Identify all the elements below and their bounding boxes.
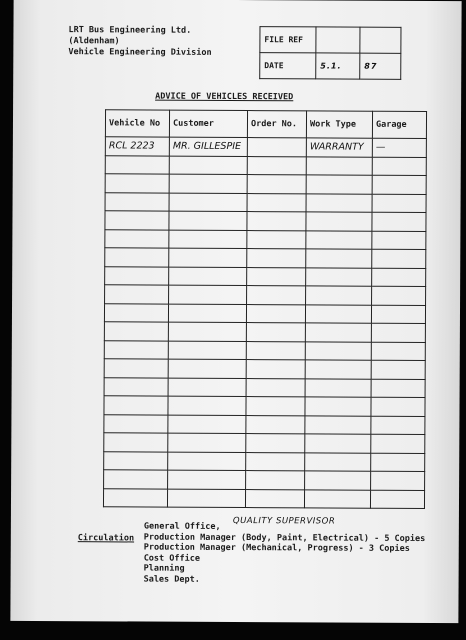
table-cell <box>371 434 425 453</box>
table-cell <box>104 359 168 378</box>
table-cell <box>370 490 424 509</box>
table-cell <box>105 229 169 248</box>
table-cell <box>247 138 306 157</box>
table-cell <box>105 155 169 174</box>
table-cell: — <box>372 138 426 157</box>
circulation-item: Production Manager (Body, Paint, Electrical) - 5 Copies <box>143 532 426 544</box>
table-cell <box>104 322 168 341</box>
table-cell <box>169 230 247 249</box>
table-cell <box>169 193 247 212</box>
table-cell <box>372 194 426 213</box>
table-cell <box>168 359 246 378</box>
table-row <box>104 322 425 342</box>
table-cell <box>372 157 426 176</box>
col-header-vehicle-no: Vehicle No <box>105 110 169 137</box>
company-header <box>68 25 211 59</box>
table-row <box>105 155 426 175</box>
table-cell <box>247 193 306 212</box>
circulation-item: Production Manager (Mechanical, Progress) - 3 Copies <box>143 542 410 554</box>
date-value-day-month: 5.1. <box>316 53 360 79</box>
col-header-work-type: Work Type <box>306 111 372 138</box>
table-cell <box>306 212 372 231</box>
table-cell <box>371 342 425 361</box>
table-cell <box>306 193 372 212</box>
table-cell <box>168 378 246 397</box>
table-header-row <box>105 110 426 139</box>
date-label: DATE <box>260 53 316 79</box>
table-cell <box>372 268 426 287</box>
file-ref-value-1 <box>316 27 360 53</box>
table-cell: RCL 2223 <box>105 137 169 156</box>
table-cell <box>372 249 426 268</box>
table-cell: WARRANTY <box>306 138 372 157</box>
table-cell <box>305 415 371 434</box>
table-cell <box>306 286 372 305</box>
table-cell <box>168 322 246 341</box>
table-cell <box>169 285 247 304</box>
table-cell <box>306 249 372 268</box>
table-cell <box>103 488 167 507</box>
table-row <box>105 211 426 231</box>
table-cell <box>371 360 425 379</box>
table-cell <box>247 267 306 286</box>
table-cell <box>168 452 246 471</box>
company-division: Vehicle Engineering Division <box>68 47 212 58</box>
table-cell <box>306 175 372 194</box>
table-row <box>104 377 425 397</box>
table-cell <box>245 489 304 508</box>
table-row <box>103 488 424 508</box>
table-cell <box>247 156 306 175</box>
table-cell <box>169 174 247 193</box>
table-cell <box>104 451 168 470</box>
file-ref-box <box>259 26 401 80</box>
table-cell <box>105 248 169 267</box>
table-cell <box>372 175 426 194</box>
table-cell <box>372 286 426 305</box>
table-cell <box>305 304 371 323</box>
table-row <box>104 396 425 416</box>
table-cell <box>306 156 372 175</box>
table-cell <box>104 303 168 322</box>
table-cell <box>372 231 426 250</box>
col-header-customer: Customer <box>169 110 247 137</box>
table-cell <box>246 452 305 471</box>
table-cell: MR. GILLESPIE <box>169 137 247 156</box>
table-cell <box>168 470 246 489</box>
table-cell <box>306 230 372 249</box>
table-cell <box>105 285 169 304</box>
form-title: ADVICE OF VEHICLES RECEIVED <box>155 91 294 103</box>
table-cell <box>247 175 306 194</box>
table-cell <box>169 156 247 175</box>
table-row <box>104 303 425 323</box>
table-cell <box>305 452 371 471</box>
table-cell <box>305 471 371 490</box>
col-header-garage: Garage <box>372 111 426 138</box>
table-cell <box>105 192 169 211</box>
table-cell <box>247 286 306 305</box>
table-row <box>105 137 426 157</box>
table-cell <box>371 323 425 342</box>
table-cell <box>306 267 372 286</box>
date-value-year: 87 <box>360 53 401 79</box>
table-cell <box>246 378 305 397</box>
table-cell <box>246 360 305 379</box>
table-row <box>104 470 425 490</box>
table-cell <box>247 212 306 231</box>
table-cell <box>105 211 169 230</box>
table-row <box>105 174 426 194</box>
file-ref-value-2 <box>360 27 401 53</box>
table-cell <box>169 211 247 230</box>
table-cell <box>372 212 426 231</box>
table-cell <box>169 267 247 286</box>
circulation-item: Cost Office <box>143 553 201 564</box>
table-cell <box>247 249 306 268</box>
table-cell <box>304 489 370 508</box>
table-cell <box>305 341 371 360</box>
table-cell <box>105 266 169 285</box>
table-cell <box>104 414 168 433</box>
file-ref-label: FILE REF <box>260 27 316 53</box>
table-row <box>104 414 425 434</box>
table-row <box>105 192 426 212</box>
table-cell <box>371 416 425 435</box>
table-cell <box>168 415 246 434</box>
table-cell <box>246 341 305 360</box>
table-cell <box>246 434 305 453</box>
table-cell <box>168 341 246 360</box>
table-row <box>105 248 426 268</box>
handwritten-circulation-note: QUALITY SUPERVISOR <box>232 515 336 527</box>
table-cell <box>246 471 305 490</box>
table-row <box>105 266 426 286</box>
table-cell <box>104 377 168 396</box>
table-cell <box>305 323 371 342</box>
table-cell <box>168 396 246 415</box>
table-cell <box>305 397 371 416</box>
table-cell <box>305 360 371 379</box>
circulation-item: Planning <box>143 563 185 574</box>
col-header-order-no: Order No. <box>247 111 306 138</box>
table-cell <box>371 471 425 490</box>
form-page <box>10 0 461 623</box>
table-cell <box>371 379 425 398</box>
circulation-label: Circulation <box>77 533 135 544</box>
company-location: (Aldenham) <box>68 36 120 47</box>
table-cell <box>167 489 245 508</box>
table-cell <box>104 470 168 489</box>
table-cell <box>371 305 425 324</box>
table-cell <box>247 230 306 249</box>
table-cell <box>305 378 371 397</box>
table-cell <box>246 304 305 323</box>
vehicles-table <box>103 109 427 509</box>
table-cell <box>246 323 305 342</box>
company-name: LRT Bus Engineering Ltd. <box>68 25 192 36</box>
circulation-item: Sales Dept. <box>143 574 200 585</box>
table-cell <box>105 174 169 193</box>
table-cell <box>305 434 371 453</box>
table-cell <box>104 433 168 452</box>
table-cell <box>246 415 305 434</box>
table-cell <box>371 397 425 416</box>
table-cell <box>169 248 247 267</box>
table-cell <box>104 396 168 415</box>
table-cell <box>371 453 425 472</box>
table-cell <box>104 340 168 359</box>
circulation-item: General Office, <box>143 521 221 532</box>
circulation-list <box>144 522 426 586</box>
table-row <box>104 340 425 360</box>
table-cell <box>168 433 246 452</box>
table-row <box>105 285 426 305</box>
table-row <box>104 359 425 379</box>
table-cell <box>168 304 246 323</box>
table-row <box>104 451 425 471</box>
table-cell <box>246 397 305 416</box>
table-row <box>104 433 425 453</box>
table-row <box>105 229 426 249</box>
